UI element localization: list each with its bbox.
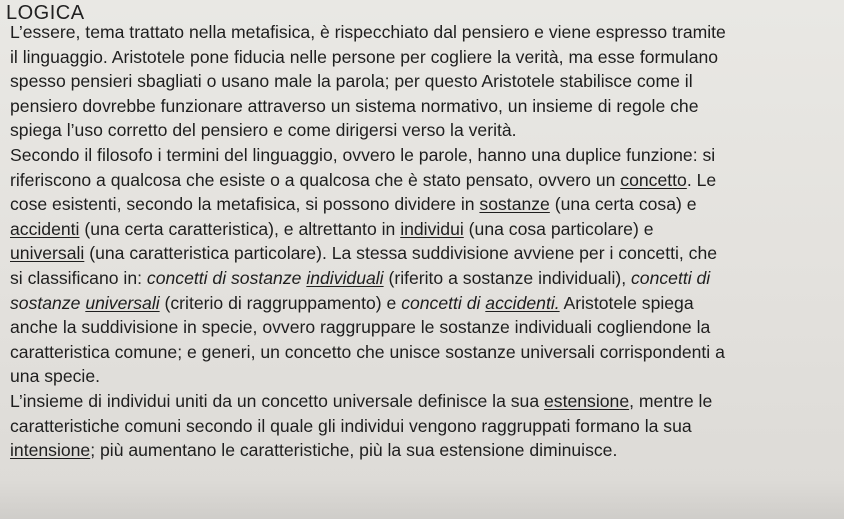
text-line (10, 438, 840, 463)
text-run: una specie. (10, 366, 100, 387)
text-run: cose esistenti, secondo la metafisica, si possono dividere in (10, 194, 480, 215)
paragraph (10, 389, 840, 463)
text-line (10, 20, 840, 45)
underlined-term: universali (85, 292, 160, 313)
text-run: caratteristica comune; e generi, un concetto che unisce sostanze universali corrispondenti a (10, 341, 725, 362)
underlined-term: intensione (10, 440, 91, 461)
text-line (10, 192, 840, 217)
underlined-term: sostanze (479, 194, 550, 215)
text-line (10, 118, 840, 143)
text-run: sostanze (10, 292, 86, 313)
text-line (10, 45, 840, 70)
text-run: caratteristiche comuni secondo il quale gli individui vengono raggruppati formano la sua (10, 415, 692, 436)
text-run: anche la suddivisione in specie, ovvero raggruppare le sostanze individuali cogliendone la (10, 317, 711, 338)
text-run: riferiscono a qualcosa che esiste o a qualcosa che è stato pensato, ovvero un (10, 169, 621, 190)
text-line (10, 217, 840, 242)
text-run: il linguaggio. Aristotele pone fiducia nelle persone per cogliere la verità, ma esse formulano (10, 46, 719, 67)
text-run: Aristotele spiega (559, 292, 694, 313)
paragraph (10, 20, 840, 143)
text-run: pensiero dovrebbe funzionare attraverso un sistema normativo, un insieme di regole che (10, 95, 699, 116)
text-line (10, 364, 840, 389)
text-run: concetti di (401, 292, 486, 313)
text-run: spiega l’uso corretto del pensiero e come dirigersi verso la verità. (10, 120, 517, 141)
text-line (10, 266, 840, 291)
text-run: , mentre le (629, 390, 713, 411)
text-run: (riferito a sostanze individuali), (383, 267, 631, 288)
text-run: concetti di (631, 267, 711, 288)
text-run: (una certa caratteristica), e altrettanto in (79, 218, 401, 239)
text-run: . Le (686, 169, 717, 190)
text-line (10, 143, 840, 168)
text-run: (una caratteristica particolare). La stessa suddivisione avviene per i concetti, che (84, 243, 718, 264)
text-run: (una certa cosa) e (549, 194, 697, 215)
underlined-term: accidenti (10, 218, 80, 239)
text-run: (criterio di raggruppamento) e (159, 292, 402, 313)
text-run: L’insieme di individui uniti da un concetto universale definisce la sua (10, 390, 544, 411)
text-line (10, 94, 840, 119)
text-run: concetti di sostanze (146, 267, 307, 288)
text-run: ; più aumentano le caratteristiche, più la sua estensione diminuisce. (90, 440, 618, 461)
underlined-term: individui (400, 218, 464, 239)
text-run: L’essere, tema trattato nella metafisica, è rispecchiato dal pensiero e viene espresso tramite (10, 22, 726, 42)
text-line (10, 69, 840, 94)
underlined-term: estensione (544, 390, 630, 411)
text-line (10, 340, 840, 365)
text-line (10, 241, 840, 266)
text-line (10, 168, 840, 193)
underlined-term: individuali (306, 267, 384, 288)
underlined-term: concetto (620, 169, 687, 190)
text-run: spesso pensieri sbagliati o usano male la parola; per questo Aristotele stabilisce come il (10, 71, 693, 92)
text-line (10, 414, 840, 439)
page-title: LOGICA (6, 2, 85, 24)
page-shadow (0, 479, 844, 519)
text-line (10, 291, 840, 316)
text-line (10, 389, 840, 414)
text-run: (una cosa particolare) e (463, 218, 654, 239)
underlined-term: universali (10, 243, 85, 264)
text-line (10, 315, 840, 340)
text-run: si classificano in: (10, 267, 147, 288)
body-text (10, 20, 840, 463)
paragraph (10, 143, 840, 389)
text-run: Secondo il filosofo i termini del linguaggio, ovvero le parole, hanno una duplice funzione: si (10, 144, 716, 165)
underlined-term: accidenti. (485, 292, 560, 313)
